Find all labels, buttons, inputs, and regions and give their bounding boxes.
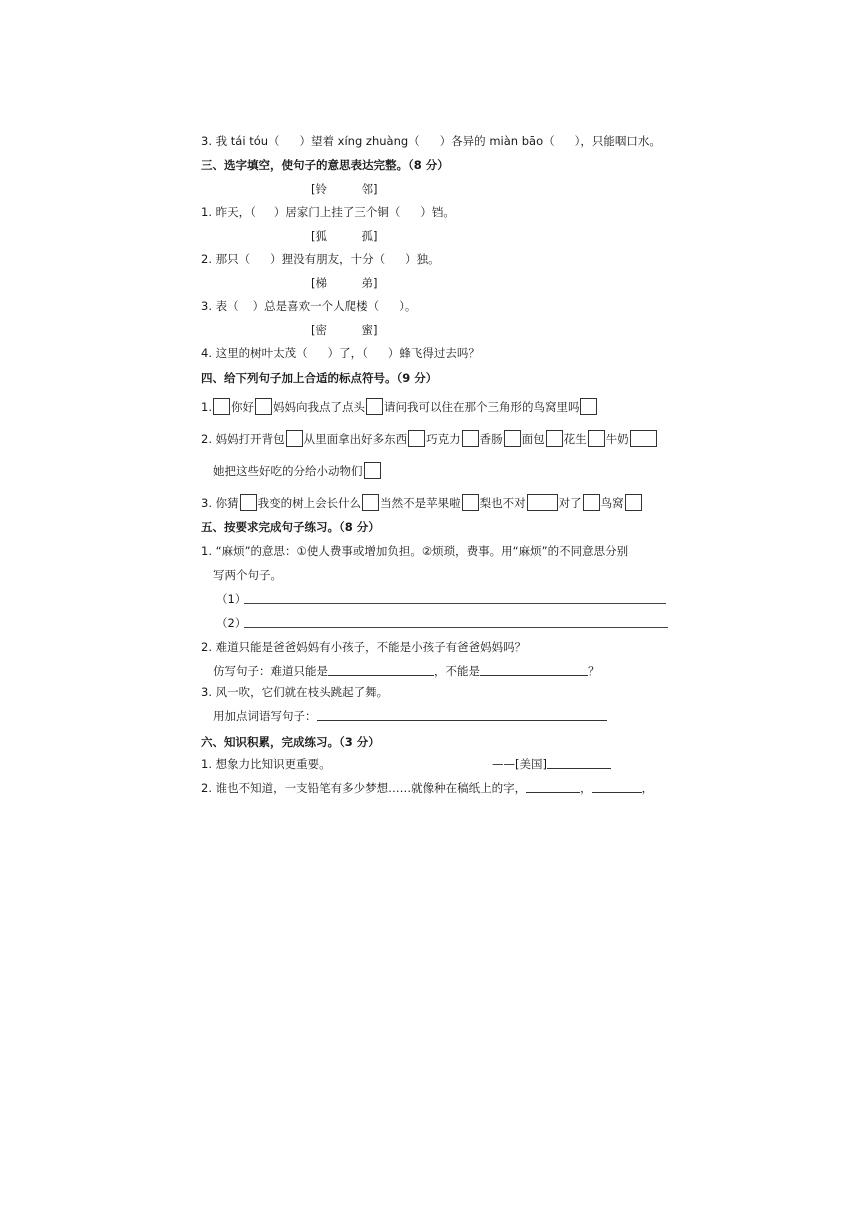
fill-question-4: 4. 这里的树叶太茂（ ）了，（ ）蜂飞得过去吗？	[201, 346, 480, 360]
punctuation-box[interactable]	[630, 430, 657, 447]
pinyin-question-3: 3. 我 tái tóu（ ）望着 xíng zhuàng（ ）各异的 miàn bāo（ ），只能咽口水。	[201, 134, 661, 148]
punctuation-box[interactable]	[583, 494, 600, 511]
punctuation-question-2: 2. 妈妈打开背包 从里面拿出好多东西 巧克力 香肠 面包 花生 牛奶	[201, 430, 658, 447]
fill-question-3: 3. 表（ ）总是喜欢一个人爬楼（ ）。	[201, 299, 417, 313]
punctuation-question-1: 1. 你好 妈妈向我点了点头 请问我可以住在那个三角形的鸟窝里吗	[201, 398, 598, 415]
options-3: [梯 弟]	[311, 276, 378, 290]
section-5-heading: 五、按要求完成句子练习。（8 分）	[201, 520, 380, 534]
section-3-heading: 三、选字填空，使句子的意思表达完整。（8 分）	[201, 158, 449, 172]
section-4-heading: 四、给下列句子加上合适的标点符号。（9 分）	[201, 371, 438, 385]
answer-label-2: （2）	[216, 616, 247, 630]
punctuation-box[interactable]	[462, 494, 479, 511]
quote-source: ——[美国]	[492, 756, 611, 772]
knowledge-question-1: 1. 想象力比知识更重要。	[201, 757, 331, 771]
options-4: [密 蜜]	[311, 323, 378, 337]
sentence-question-1-line-2: 写两个句子。	[213, 568, 282, 582]
fill-question-2: 2. 那只（ ）狸没有朋友，十分（ ）独。	[201, 252, 440, 266]
punctuation-box[interactable]	[625, 494, 642, 511]
punctuation-box[interactable]	[527, 494, 558, 511]
punctuation-box[interactable]	[504, 430, 521, 447]
punctuation-box[interactable]	[286, 430, 303, 447]
answer-label-1: （1）	[216, 592, 247, 606]
punctuation-box[interactable]	[364, 462, 381, 479]
punctuation-box[interactable]	[580, 398, 597, 415]
word-sentence-task: 用加点词语写句子：	[213, 708, 607, 724]
punctuation-box[interactable]	[546, 430, 563, 447]
imitate-sentence: 仿写句子：难道只能是 ，不能是 ？	[213, 664, 600, 678]
blank-5[interactable]	[592, 780, 642, 793]
fill-question-1: 1. 昨天，（ ）居家门上挂了三个铜（ ）铛。	[201, 205, 455, 219]
blank-3[interactable]	[317, 708, 607, 721]
answer-line-2[interactable]	[244, 627, 668, 628]
punctuation-box[interactable]	[408, 430, 425, 447]
punctuation-box[interactable]	[213, 398, 230, 415]
punctuation-box[interactable]	[588, 430, 605, 447]
answer-line-1[interactable]	[244, 603, 666, 604]
sentence-question-3: 3. 风一吹，它们就在枝头跳起了舞。	[201, 685, 389, 699]
punctuation-box[interactable]	[366, 398, 383, 415]
blank-1[interactable]	[328, 663, 434, 676]
sentence-question-1: 1. “麻烦”的意思：①使人费事或增加负担。②烦琐，费事。用“麻烦”的不同意思分别	[201, 544, 629, 558]
punctuation-box[interactable]	[462, 430, 479, 447]
punctuation-box[interactable]	[240, 494, 257, 511]
section-6-heading: 六、知识积累，完成练习。（3 分）	[201, 735, 380, 749]
punctuation-question-2-line-2: 她把这些好吃的分给小动物们	[213, 462, 382, 479]
author-blank[interactable]	[547, 756, 611, 769]
sentence-question-2: 2. 难道只能是爸爸妈妈有小孩子，不能是小孩子有爸爸妈妈吗？	[201, 640, 527, 654]
knowledge-question-2: 2. 谁也不知道，一支铅笔有多少梦想……就像种在稿纸上的字， ， ，	[201, 781, 654, 795]
blank-2[interactable]	[480, 663, 588, 676]
blank-4[interactable]	[526, 780, 580, 793]
punctuation-question-3: 3. 你猜 我变的树上会长什么 当然不是苹果啦 梨也不对 对了 鸟窝	[201, 494, 643, 511]
options-2: [狐 孤]	[311, 229, 378, 243]
options-1: [铃 邻]	[311, 182, 378, 196]
punctuation-box[interactable]	[255, 398, 272, 415]
punctuation-box[interactable]	[362, 494, 379, 511]
